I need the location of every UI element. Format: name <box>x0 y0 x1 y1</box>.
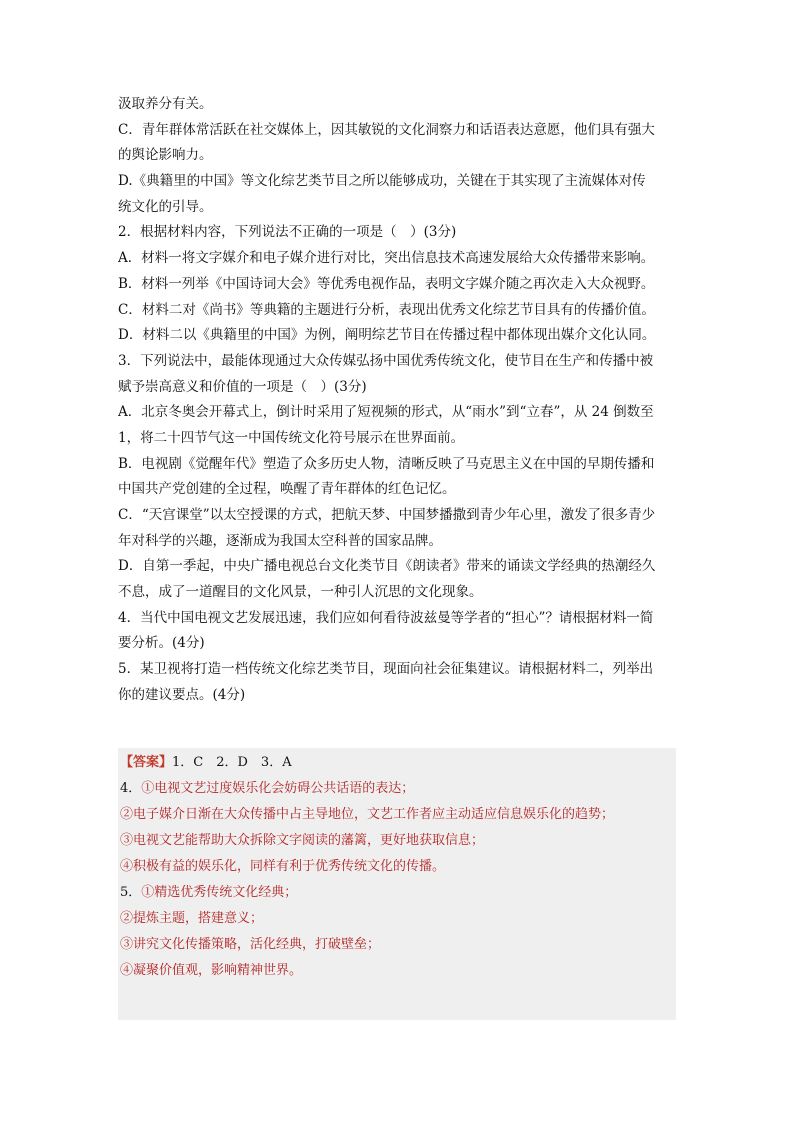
answer-line <box>120 880 674 906</box>
answer-choices: 1．C 2．D 3．A <box>172 755 292 770</box>
answer-text: ②提炼主题，搭建意义； <box>120 911 264 926</box>
answer-line <box>120 802 674 828</box>
text-line: 汲取养分有关。 <box>118 96 213 112</box>
question-text <box>118 92 678 709</box>
text-line: D.《典籍里的中国》等文化综艺类节目之所以能够成功，关键在于其实现了主流媒体对传 <box>118 173 646 190</box>
answer-text: ④积极有益的娱乐化，同样有利于优秀传统文化的传播。 <box>120 859 446 874</box>
question-5: 5．某卫视将打造一档传统文化综艺类节目，现面向社会征集建议。请根据材料二，列举出 <box>118 661 654 678</box>
answer-number: 4． <box>120 781 142 796</box>
question-3: 3．下列说法中，最能体现通过大众传媒弘扬中国优秀传统文化，使节目在生产和传播中被 <box>118 352 654 369</box>
option-d: D．材料二以《典籍里的中国》为例，阐明综艺节目在传播过程中都体现出媒介文化认同。 <box>118 327 656 344</box>
answer-header <box>120 750 674 776</box>
answer-box <box>118 748 676 1020</box>
option-b: B．材料一列举《中国诗词大会》等优秀电视作品，表明文字媒介随之再次走入大众视野。 <box>118 275 655 292</box>
answer-text: ③电视文艺能帮助大众拆除文字阅读的藩篱，更好地获取信息； <box>120 833 485 848</box>
text-line: 的舆论影响力。 <box>118 147 213 164</box>
option-c: C．材料二对《尚书》等典籍的主题进行分析，表现出优秀文化综艺节目具有的传播价值。 <box>118 301 655 318</box>
answer-text: ①电视文艺过度娱乐化会妨碍公共话语的表达； <box>141 781 415 796</box>
answer-label: 【答案】 <box>120 755 173 770</box>
answer-text: ④凝聚价值观，影响精神世界。 <box>120 963 303 978</box>
text-line: 不息，成了一道醒目的文化风景，一种引人沉思的文化现象。 <box>118 584 483 601</box>
answer-text: ③讲究文化传播策略，活化经典，打破壁垒； <box>120 937 381 952</box>
question-4: 4．当代中国电视文艺发展迅速，我们应如何看待波兹曼等学者的“担心”？请根据材料一简 <box>118 609 654 626</box>
answer-line <box>120 854 674 880</box>
answer-text: ②电子媒介日渐在大众传播中占主导地位，文艺工作者应主动适应信息娱乐化的趋势； <box>120 807 615 822</box>
option-c: C．“天宫课堂”以太空授课的方式，把航天梦、中国梦播撒到青少年心里，激发了很多青少 <box>118 507 656 523</box>
text-line: 1，将二十四节气这一中国传统文化符号展示在世界面前。 <box>118 429 465 446</box>
text-line: 中国共产党创建的全过程，唤醒了青年群体的红色记忆。 <box>118 481 456 498</box>
answer-line <box>120 906 674 932</box>
answer-content <box>120 750 674 984</box>
answer-text: ①精选优秀传统文化经典； <box>141 885 298 900</box>
answer-line <box>120 776 674 802</box>
text-line: 你的建议要点。(4分) <box>118 686 246 703</box>
option-d: D．自第一季起，中央广播电视总台文化类节目《朗读者》带来的诵读文学经典的热潮经久 <box>118 558 656 575</box>
question-2: 2．根据材料内容，下列说法不正确的一项是（ ）(3分) <box>118 224 457 241</box>
text-line: 要分析。(4分) <box>118 635 205 652</box>
option-a: A．材料一将文字媒介和电子媒介进行对比，突出信息技术高速发展给大众传播带来影响。 <box>118 250 655 267</box>
text-line: 赋予崇高意义和价值的一项是（ ）(3分) <box>118 378 367 395</box>
text-line: 年对科学的兴趣，逐渐成为我国太空科普的国家品牌。 <box>118 532 442 549</box>
answer-number: 5． <box>120 885 142 900</box>
option-a: A．北京冬奥会开幕式上，倒计时采用了短视频的形式，从“雨水”到“立春”，从 24 倒数至 <box>118 404 654 421</box>
text-line: C．青年群体常活跃在社交媒体上，因其敏锐的文化洞察力和话语表达意愿，他们具有强大 <box>118 121 655 138</box>
option-b: B．电视剧《觉醒年代》塑造了众多历史人物，清晰反映了马克思主义在中国的早期传播和 <box>118 455 655 472</box>
answer-line <box>120 958 674 984</box>
text-line: 统文化的引导。 <box>118 198 213 215</box>
answer-line <box>120 932 674 958</box>
answer-line <box>120 828 674 854</box>
